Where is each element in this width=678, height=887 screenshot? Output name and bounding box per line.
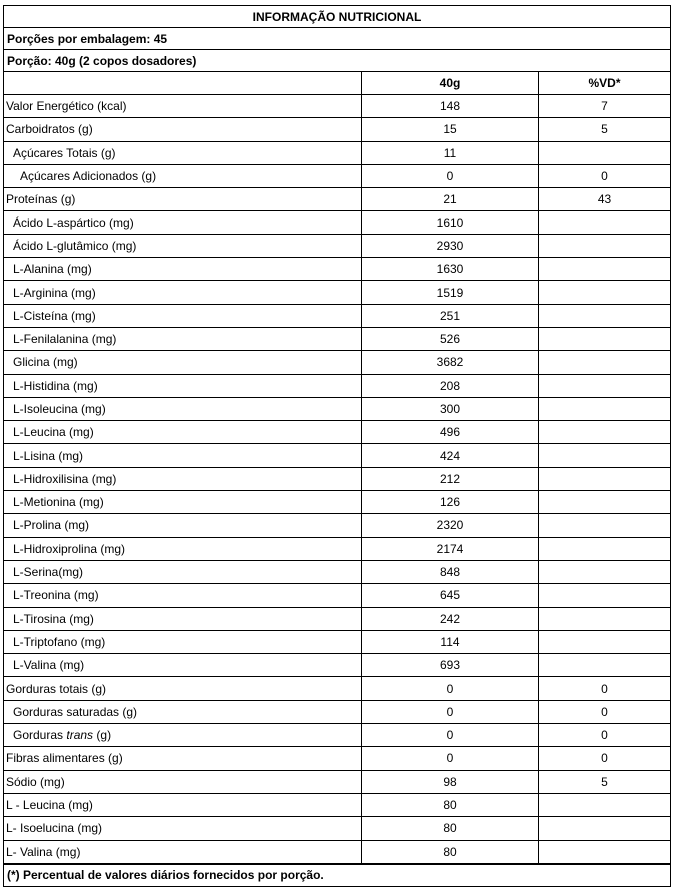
table-row	[4, 793, 670, 816]
nutrient-amount: 21	[362, 188, 539, 211]
nutrient-label-cell	[4, 327, 362, 350]
nutrient-label	[6, 402, 106, 416]
nutrient-dv: 5	[539, 770, 671, 793]
nutrient-label-cell	[4, 770, 362, 793]
nutrient-label-text: Carboidratos (g)	[6, 122, 93, 137]
nutrient-label	[6, 658, 84, 672]
nutrient-dv	[539, 397, 671, 420]
nutrient-label-text: L-Hidroxilisina (mg)	[13, 471, 117, 486]
nutrient-dv: 0	[539, 164, 671, 187]
nutrient-label-text: L-Alanina (mg)	[13, 262, 92, 277]
nutrient-label-cell	[4, 630, 362, 653]
nutrient-label-cell	[4, 351, 362, 374]
nutrient-dv: 0	[539, 700, 671, 723]
nutrient-dv	[539, 258, 671, 281]
nutrient-amount: 496	[362, 421, 539, 444]
nutrient-dv	[539, 141, 671, 164]
nutrient-amount: 2930	[362, 234, 539, 257]
nutrient-amount: 80	[362, 817, 539, 840]
nutrient-label	[6, 192, 75, 206]
table-row	[4, 444, 670, 467]
nutrient-label-cell	[4, 421, 362, 444]
table-row	[4, 770, 670, 793]
nutrient-dv	[539, 560, 671, 583]
nutrient-label-cell	[4, 95, 362, 118]
nutrient-label-text: Ácido L-aspártico (mg)	[13, 215, 134, 230]
nutrient-grid	[4, 72, 670, 864]
nutrient-label-text: L- Valina (mg)	[6, 844, 81, 859]
nutrient-dv	[539, 374, 671, 397]
nutrient-label-italic: trans	[66, 728, 94, 743]
nutrient-label-cell	[4, 514, 362, 537]
nutrient-label-text: Gorduras	[13, 728, 64, 743]
nutrient-label-text: Proteínas (g)	[6, 192, 76, 207]
nutrient-dv	[539, 840, 671, 863]
nutrient-label-cell	[4, 607, 362, 630]
nutrient-label-cell	[4, 700, 362, 723]
table-row	[4, 397, 670, 420]
nutrient-label-cell	[4, 397, 362, 420]
nutrient-amount: 0	[362, 724, 539, 747]
table-row	[4, 95, 670, 118]
nutrient-label-cell	[4, 840, 362, 863]
nutrient-dv	[539, 607, 671, 630]
table-row	[4, 724, 670, 747]
nutrient-label-text: L-Prolina (mg)	[13, 518, 90, 533]
nutrient-label	[6, 169, 156, 183]
nutrient-label	[6, 682, 106, 696]
nutrient-label-cell	[4, 211, 362, 234]
nutrient-label-text: Fibras alimentares (g)	[6, 751, 123, 766]
nutrient-dv	[539, 327, 671, 350]
serving-size: Porção: 40g (2 copos dosadores)	[4, 50, 670, 72]
nutrient-label-cell	[4, 491, 362, 514]
nutrient-dv	[539, 421, 671, 444]
nutrient-label	[6, 845, 80, 859]
nutrient-label-text: L-Tirosina (mg)	[13, 611, 94, 626]
nutrient-amount: 300	[362, 397, 539, 420]
table-row	[4, 258, 670, 281]
nutrient-label-text: L-Hidroxiprolina (mg)	[13, 541, 126, 556]
nutrient-label-text: Glicina (mg)	[13, 355, 78, 370]
nutrient-amount: 0	[362, 700, 539, 723]
nutrient-label	[6, 565, 83, 579]
nutrient-dv	[539, 817, 671, 840]
nutrient-label	[6, 612, 94, 626]
nutrient-label-cell	[4, 164, 362, 187]
nutrient-label-cell	[4, 118, 362, 141]
nutrient-label-text: Gorduras saturadas (g)	[13, 704, 138, 719]
nutrient-label-cell	[4, 817, 362, 840]
nutrient-dv	[539, 514, 671, 537]
table-row	[4, 421, 670, 444]
nutrient-label	[6, 262, 92, 276]
table-row	[4, 817, 670, 840]
nutrient-label-text: L-Lisina (mg)	[13, 448, 84, 463]
nutrient-dv	[539, 584, 671, 607]
nutrient-dv	[539, 444, 671, 467]
nutrient-label-text: Sódio (mg)	[6, 774, 65, 789]
nutrient-dv: 0	[539, 724, 671, 747]
nutrient-dv	[539, 211, 671, 234]
table-row	[4, 537, 670, 560]
nutrient-label-cell	[4, 141, 362, 164]
nutrient-label-text: L-Histidina (mg)	[13, 378, 98, 393]
nutrient-label	[6, 99, 127, 113]
nutrient-label-cell	[4, 560, 362, 583]
nutrient-label-text: L- Isoelucina (mg)	[6, 821, 103, 836]
nutrient-label-text: Ácido L-glutâmico (mg)	[13, 238, 137, 253]
nutrient-dv	[539, 304, 671, 327]
nutrient-dv	[539, 654, 671, 677]
nutrient-amount: 0	[362, 747, 539, 770]
nutrient-label	[6, 705, 137, 719]
nutrient-label	[6, 355, 78, 369]
nutrient-label	[6, 122, 93, 136]
column-header-amount: 40g	[362, 72, 539, 95]
table-row	[4, 654, 670, 677]
nutrient-label	[6, 332, 116, 346]
nutrient-dv	[539, 491, 671, 514]
nutrient-label	[6, 635, 105, 649]
table-row	[4, 560, 670, 583]
nutrient-amount: 80	[362, 840, 539, 863]
nutrient-label-cell	[4, 444, 362, 467]
nutrient-label-text: L-Cisteína (mg)	[13, 308, 96, 323]
nutrient-amount: 148	[362, 95, 539, 118]
nutrient-dv	[539, 537, 671, 560]
nutrient-amount: 126	[362, 491, 539, 514]
table-row	[4, 584, 670, 607]
nutrient-amount: 0	[362, 164, 539, 187]
nutrient-label	[6, 286, 96, 300]
nutrient-label-text: L-Arginina (mg)	[13, 285, 96, 300]
nutrient-label-text: Valor Energético (kcal)	[6, 99, 127, 114]
nutrient-label-text: Açúcares Adicionados (g)	[20, 169, 157, 184]
nutrient-dv	[539, 467, 671, 490]
table-row	[4, 374, 670, 397]
nutrient-amount: 242	[362, 607, 539, 630]
column-header-dv: %VD*	[539, 72, 671, 95]
nutrient-label	[6, 542, 125, 556]
nutrient-dv	[539, 793, 671, 816]
nutrient-label-cell	[4, 654, 362, 677]
nutrient-dv	[539, 281, 671, 304]
table-row	[4, 164, 670, 187]
nutrient-label-text: L-Serina(mg)	[13, 565, 84, 580]
nutrient-label-cell	[4, 677, 362, 700]
nutrient-dv: 0	[539, 677, 671, 700]
nutrient-label-text: L-Metionina (mg)	[13, 495, 104, 510]
table-row	[4, 467, 670, 490]
nutrient-label-cell	[4, 467, 362, 490]
nutrient-amount: 1610	[362, 211, 539, 234]
nutrient-amount: 645	[362, 584, 539, 607]
table-row	[4, 514, 670, 537]
nutrient-dv	[539, 630, 671, 653]
nutrient-amount: 693	[362, 654, 539, 677]
nutrient-label-text: Gorduras totais (g)	[6, 681, 107, 696]
nutrient-label	[6, 379, 98, 393]
nutrient-label	[6, 146, 116, 160]
table-row	[4, 188, 670, 211]
nutrient-label-cell	[4, 374, 362, 397]
nutrient-amount: 848	[362, 560, 539, 583]
nutrient-label-cell	[4, 584, 362, 607]
nutrient-label-cell	[4, 724, 362, 747]
nutrient-amount: 526	[362, 327, 539, 350]
nutrient-amount: 15	[362, 118, 539, 141]
nutrient-label	[6, 239, 136, 253]
table-row	[4, 630, 670, 653]
nutrient-label	[6, 751, 123, 765]
nutrient-label	[6, 798, 93, 812]
table-row	[4, 211, 670, 234]
nutrient-label	[6, 821, 102, 835]
nutrient-label	[6, 775, 65, 789]
table-row	[4, 607, 670, 630]
table-row	[4, 491, 670, 514]
nutrient-dv: 7	[539, 95, 671, 118]
table-row	[4, 304, 670, 327]
table-row	[4, 700, 670, 723]
nutrient-label	[6, 425, 94, 439]
nutrient-label	[6, 472, 116, 486]
table-row	[4, 118, 670, 141]
nutrient-label-text: L-Fenilalanina (mg)	[13, 332, 117, 347]
nutrient-amount: 2174	[362, 537, 539, 560]
nutrient-label-text: L-Triptofano (mg)	[13, 634, 106, 649]
nutrient-label-text: L - Leucina (mg)	[6, 798, 93, 813]
nutrient-label-text: L-Leucina (mg)	[13, 425, 94, 440]
nutrient-label	[6, 449, 83, 463]
nutrient-label	[6, 518, 89, 532]
nutrient-label	[6, 309, 96, 323]
column-header-row	[4, 72, 670, 95]
nutrient-label-cell	[4, 188, 362, 211]
nutrient-label-text: Açúcares Totais (g)	[13, 145, 116, 160]
nutrient-label-text: L-Treonina (mg)	[13, 588, 99, 603]
nutrient-amount: 1630	[362, 258, 539, 281]
nutrient-dv: 5	[539, 118, 671, 141]
nutrient-amount: 424	[362, 444, 539, 467]
nutrient-amount: 11	[362, 141, 539, 164]
nutrient-amount: 1519	[362, 281, 539, 304]
footnote: (*) Percentual de valores diários fornecidos por porção.	[4, 864, 670, 886]
nutrient-amount: 114	[362, 630, 539, 653]
nutrition-facts-table	[3, 5, 671, 887]
nutrient-label-cell	[4, 281, 362, 304]
nutrient-label	[6, 216, 134, 230]
nutrient-amount: 212	[362, 467, 539, 490]
nutrient-label	[6, 588, 99, 602]
nutrient-amount: 0	[362, 677, 539, 700]
nutrient-label	[6, 495, 104, 509]
nutrient-amount: 208	[362, 374, 539, 397]
nutrient-amount: 80	[362, 793, 539, 816]
servings-per-package: Porções por embalagem: 45	[4, 28, 670, 50]
nutrient-label-unit: (g)	[96, 728, 112, 743]
nutrient-dv: 0	[539, 747, 671, 770]
nutrient-dv	[539, 234, 671, 257]
table-row	[4, 141, 670, 164]
table-row	[4, 351, 670, 374]
table-row	[4, 281, 670, 304]
nutrient-label-text: L-Isoleucina (mg)	[13, 402, 106, 416]
table-row	[4, 747, 670, 770]
nutrient-label-text: L-Valina (mg)	[13, 658, 85, 673]
nutrient-label-cell	[4, 537, 362, 560]
nutrient-dv	[539, 351, 671, 374]
table-row	[4, 677, 670, 700]
nutrient-label	[6, 728, 111, 742]
table-row	[4, 234, 670, 257]
nutrient-amount: 251	[362, 304, 539, 327]
nutrient-amount: 98	[362, 770, 539, 793]
table-row	[4, 327, 670, 350]
nutrient-label-cell	[4, 234, 362, 257]
column-header-nutrient	[4, 72, 362, 95]
nutrient-amount: 2320	[362, 514, 539, 537]
table-title: INFORMAÇÃO NUTRICIONAL	[4, 6, 670, 28]
nutrient-dv: 43	[539, 188, 671, 211]
nutrient-label-cell	[4, 747, 362, 770]
nutrient-label-cell	[4, 258, 362, 281]
nutrient-label-cell	[4, 793, 362, 816]
table-row	[4, 840, 670, 863]
nutrient-label-cell	[4, 304, 362, 327]
nutrient-amount: 3682	[362, 351, 539, 374]
